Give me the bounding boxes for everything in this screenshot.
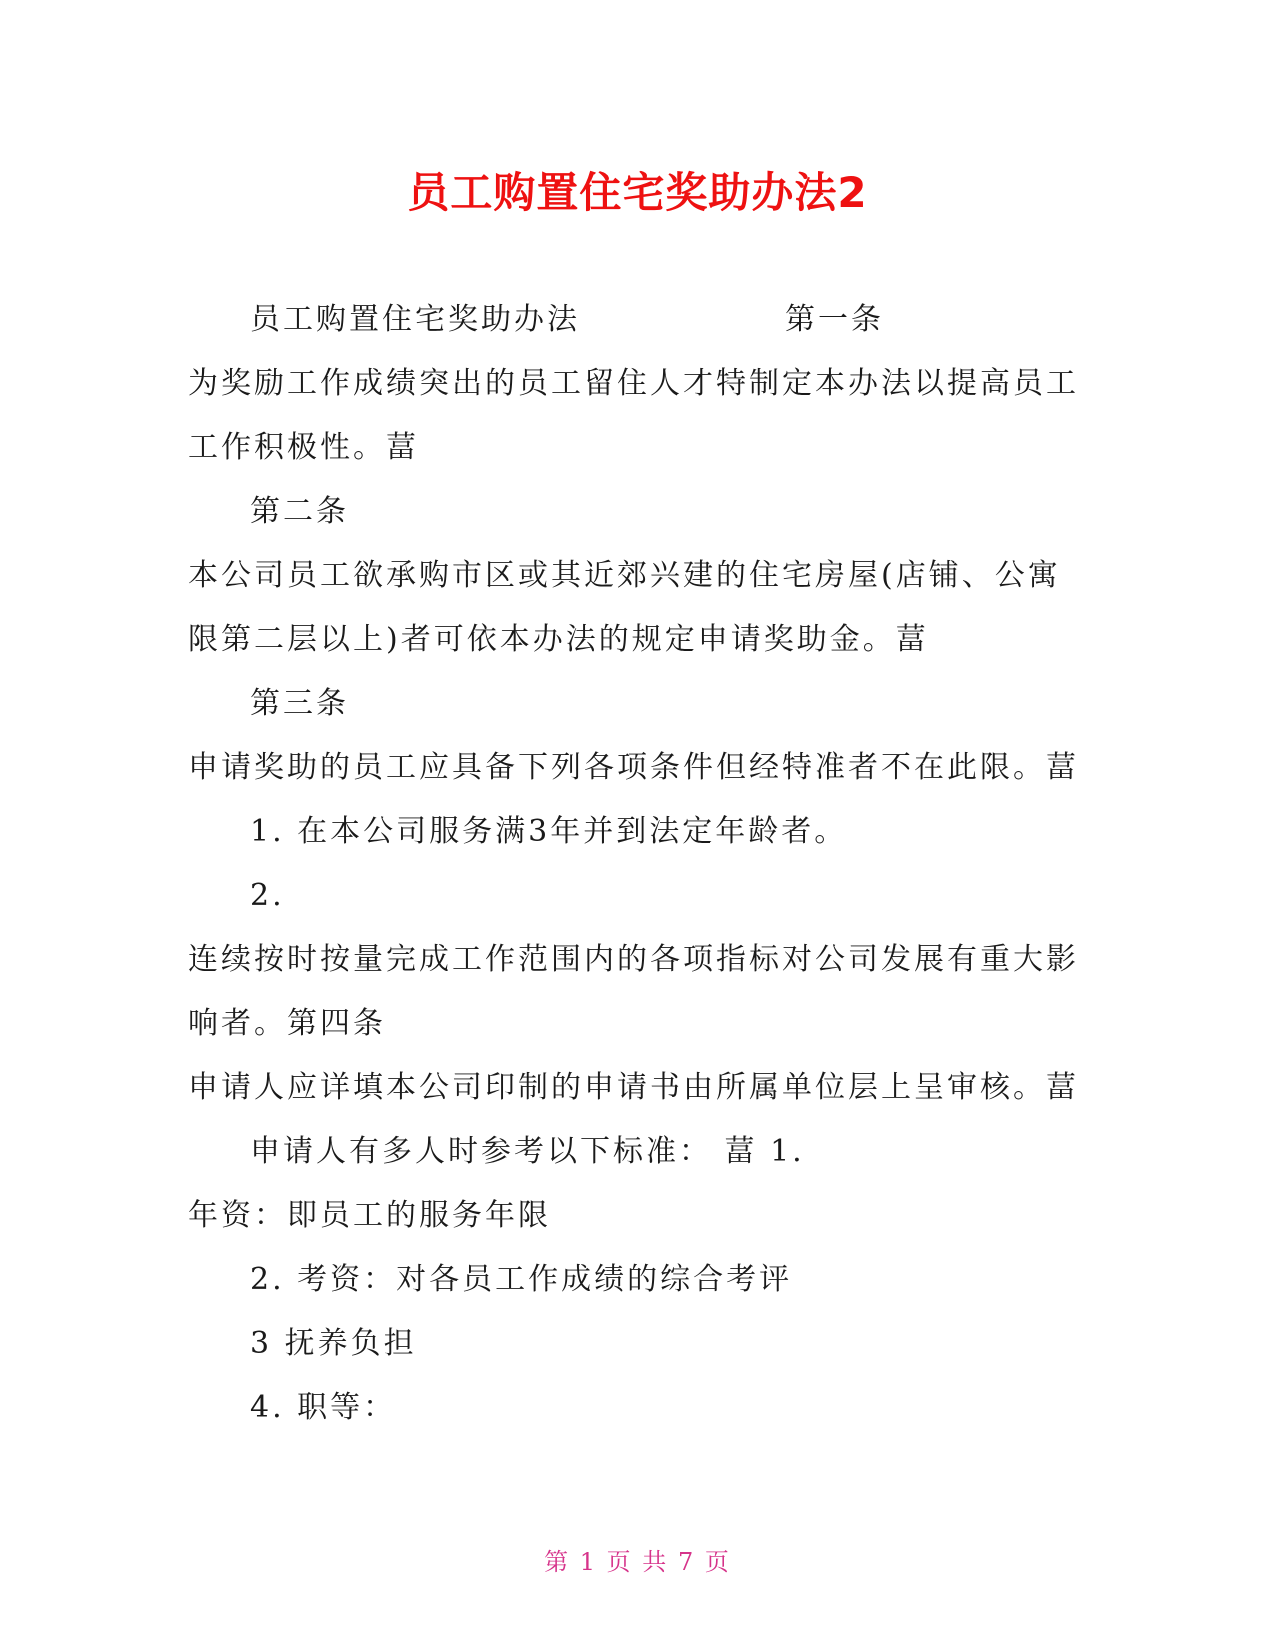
body-line: 申请人应详填本公司印制的申请书由所属单位层上呈审核。葍: [188, 1070, 1079, 1105]
body-line: 限第二层以上)者可依本办法的规定申请奖助金。葍: [188, 622, 929, 657]
body-line: 工作积极性。葍: [188, 430, 419, 465]
body-line: 为奖励工作成绩突出的员工留住人才特制定本办法以提高员工: [188, 366, 1079, 401]
body-line: 员工购置住宅奖助办法: [250, 302, 580, 337]
list-item: 1. 在本公司服务满3年并到法定年龄者。: [250, 814, 848, 849]
list-item: 3 抚养负担: [250, 1326, 417, 1361]
document-title: 员工购置住宅奖助办法2: [407, 168, 868, 217]
body-line: 本公司员工欲承购市区或其近郊兴建的住宅房屋(店铺、公寓: [188, 558, 1061, 593]
body-line: 连续按时按量完成工作范围内的各项指标对公司发展有重大影: [188, 942, 1079, 977]
article-heading-1: 第一条: [785, 302, 884, 337]
body-line: 响者。第四条: [188, 1006, 386, 1041]
body-line: 申请奖助的员工应具备下列各项条件但经特准者不在此限。葍: [188, 750, 1079, 785]
list-item: 2. 考资：对各员工作成绩的综合考评: [250, 1262, 793, 1297]
list-item: 4. 职等：: [250, 1390, 397, 1425]
page-footer: 第 1 页 共 7 页: [544, 1548, 731, 1576]
article-heading-2: 第二条: [250, 494, 349, 529]
body-line: 年资：即员工的服务年限: [188, 1198, 551, 1233]
article-heading-3: 第三条: [250, 686, 349, 721]
body-line: 申请人有多人时参考以下标准： 葍 1.: [250, 1134, 805, 1169]
list-item: 2.: [250, 878, 285, 913]
